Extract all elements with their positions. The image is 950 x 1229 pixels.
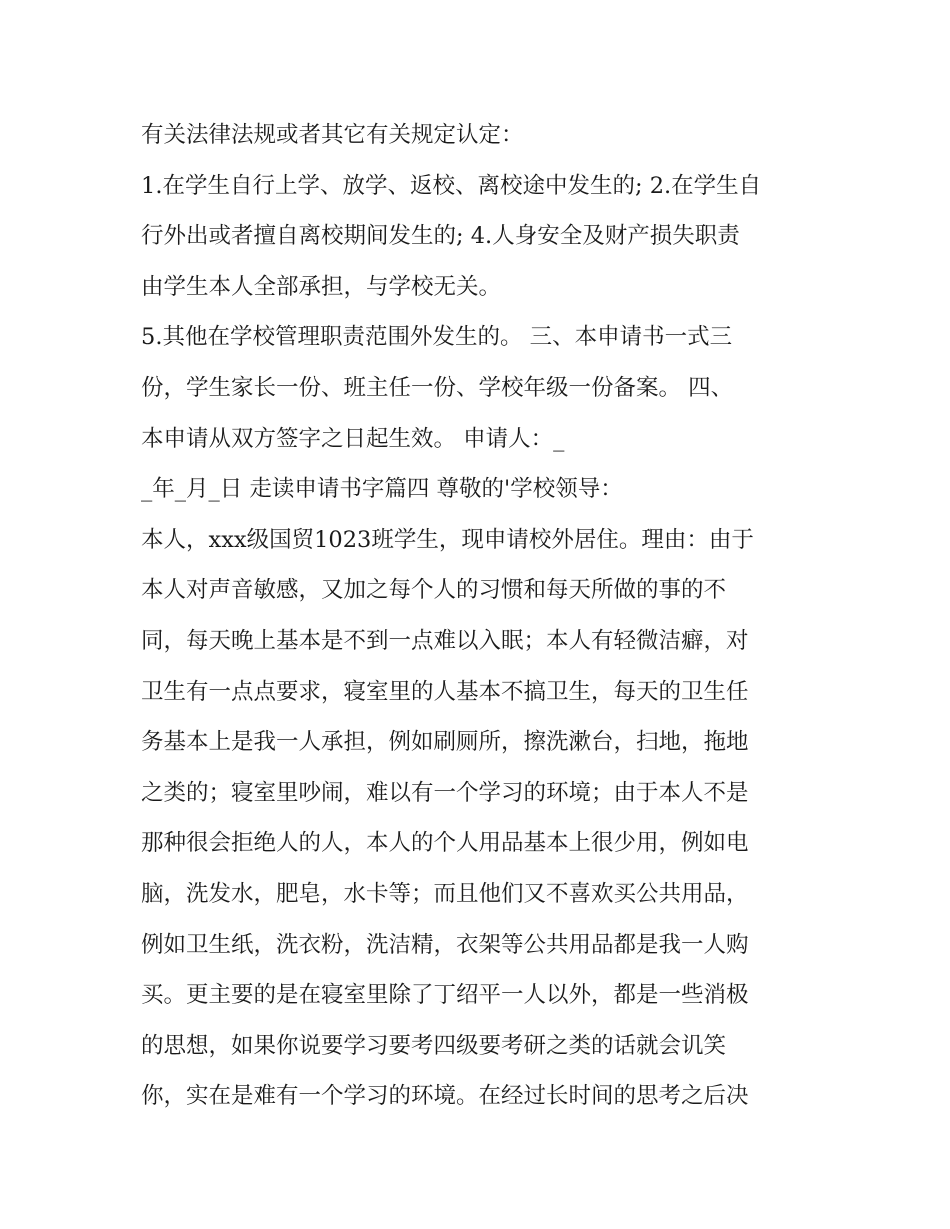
- text-line: 例如卫生纸，洗衣粉，洗洁精，衣架等公共用品都是我一人购: [141, 931, 749, 958]
- text-line: 有关法律法规或者其它有关规定认定：: [141, 122, 524, 148]
- text-line: 买。更主要的是在寝室里除了丁绍平一人以外，都是一些消极: [141, 982, 749, 1009]
- text-line: 由学生本人全部承担，与学校无关。: [141, 273, 502, 300]
- text-line: 的思想，如果你说要学习要考四级要考研之类的话就会讥笑: [141, 1032, 727, 1059]
- text-line: 同，每天晚上基本是不到一点难以入眠；本人有轻微洁癖，对: [141, 627, 749, 654]
- text-line: 那种很会拒绝人的人，本人的个人用品基本上很少用，例如电: [141, 830, 749, 857]
- text-line: 务基本上是我一人承担，例如刷厕所，擦洗漱台，扫地，拖地: [141, 729, 749, 756]
- text-line: 你，实在是难有一个学习的环境。在经过长时间的思考之后决: [141, 1083, 749, 1110]
- text-line: 行外出或者擅自离校期间发生的; 4.人身安全及财产损失职责: [141, 223, 740, 250]
- text-line: 本人对声音敏感，又加之每个人的习惯和每天所做的事的不: [141, 577, 727, 604]
- text-line: _年_月_日 走读申请书字篇四 尊敬的'学校领导：: [141, 476, 623, 503]
- text-line: 之类的；寝室里吵闹，难以有一个学习的环境；由于本人不是: [141, 779, 749, 806]
- text-line: 脑，洗发水，肥皂，水卡等；而且他们又不喜欢买公共用品，: [141, 880, 749, 907]
- document-body: [141, 110, 831, 1122]
- text-line: 本人，xxx级国贸1023班学生，现申请校外居住。理由：由于: [141, 526, 754, 553]
- text-line: 卫生有一点点要求，寝室里的人基本不搞卫生，每天的卫生任: [141, 678, 749, 705]
- text-line: 1.在学生自行上学、放学、返校、离校途中发生的; 2.在学生自: [141, 172, 762, 199]
- text-line: 5.其他在学校管理职责范围外发生的。 三、本申请书一式三: [141, 324, 733, 351]
- text-line: 本申请从双方签字之日起生效。 申请人：_: [141, 425, 565, 452]
- text-line: 份，学生家长一份、班主任一份、学校年级一份备案。 四、: [141, 374, 734, 401]
